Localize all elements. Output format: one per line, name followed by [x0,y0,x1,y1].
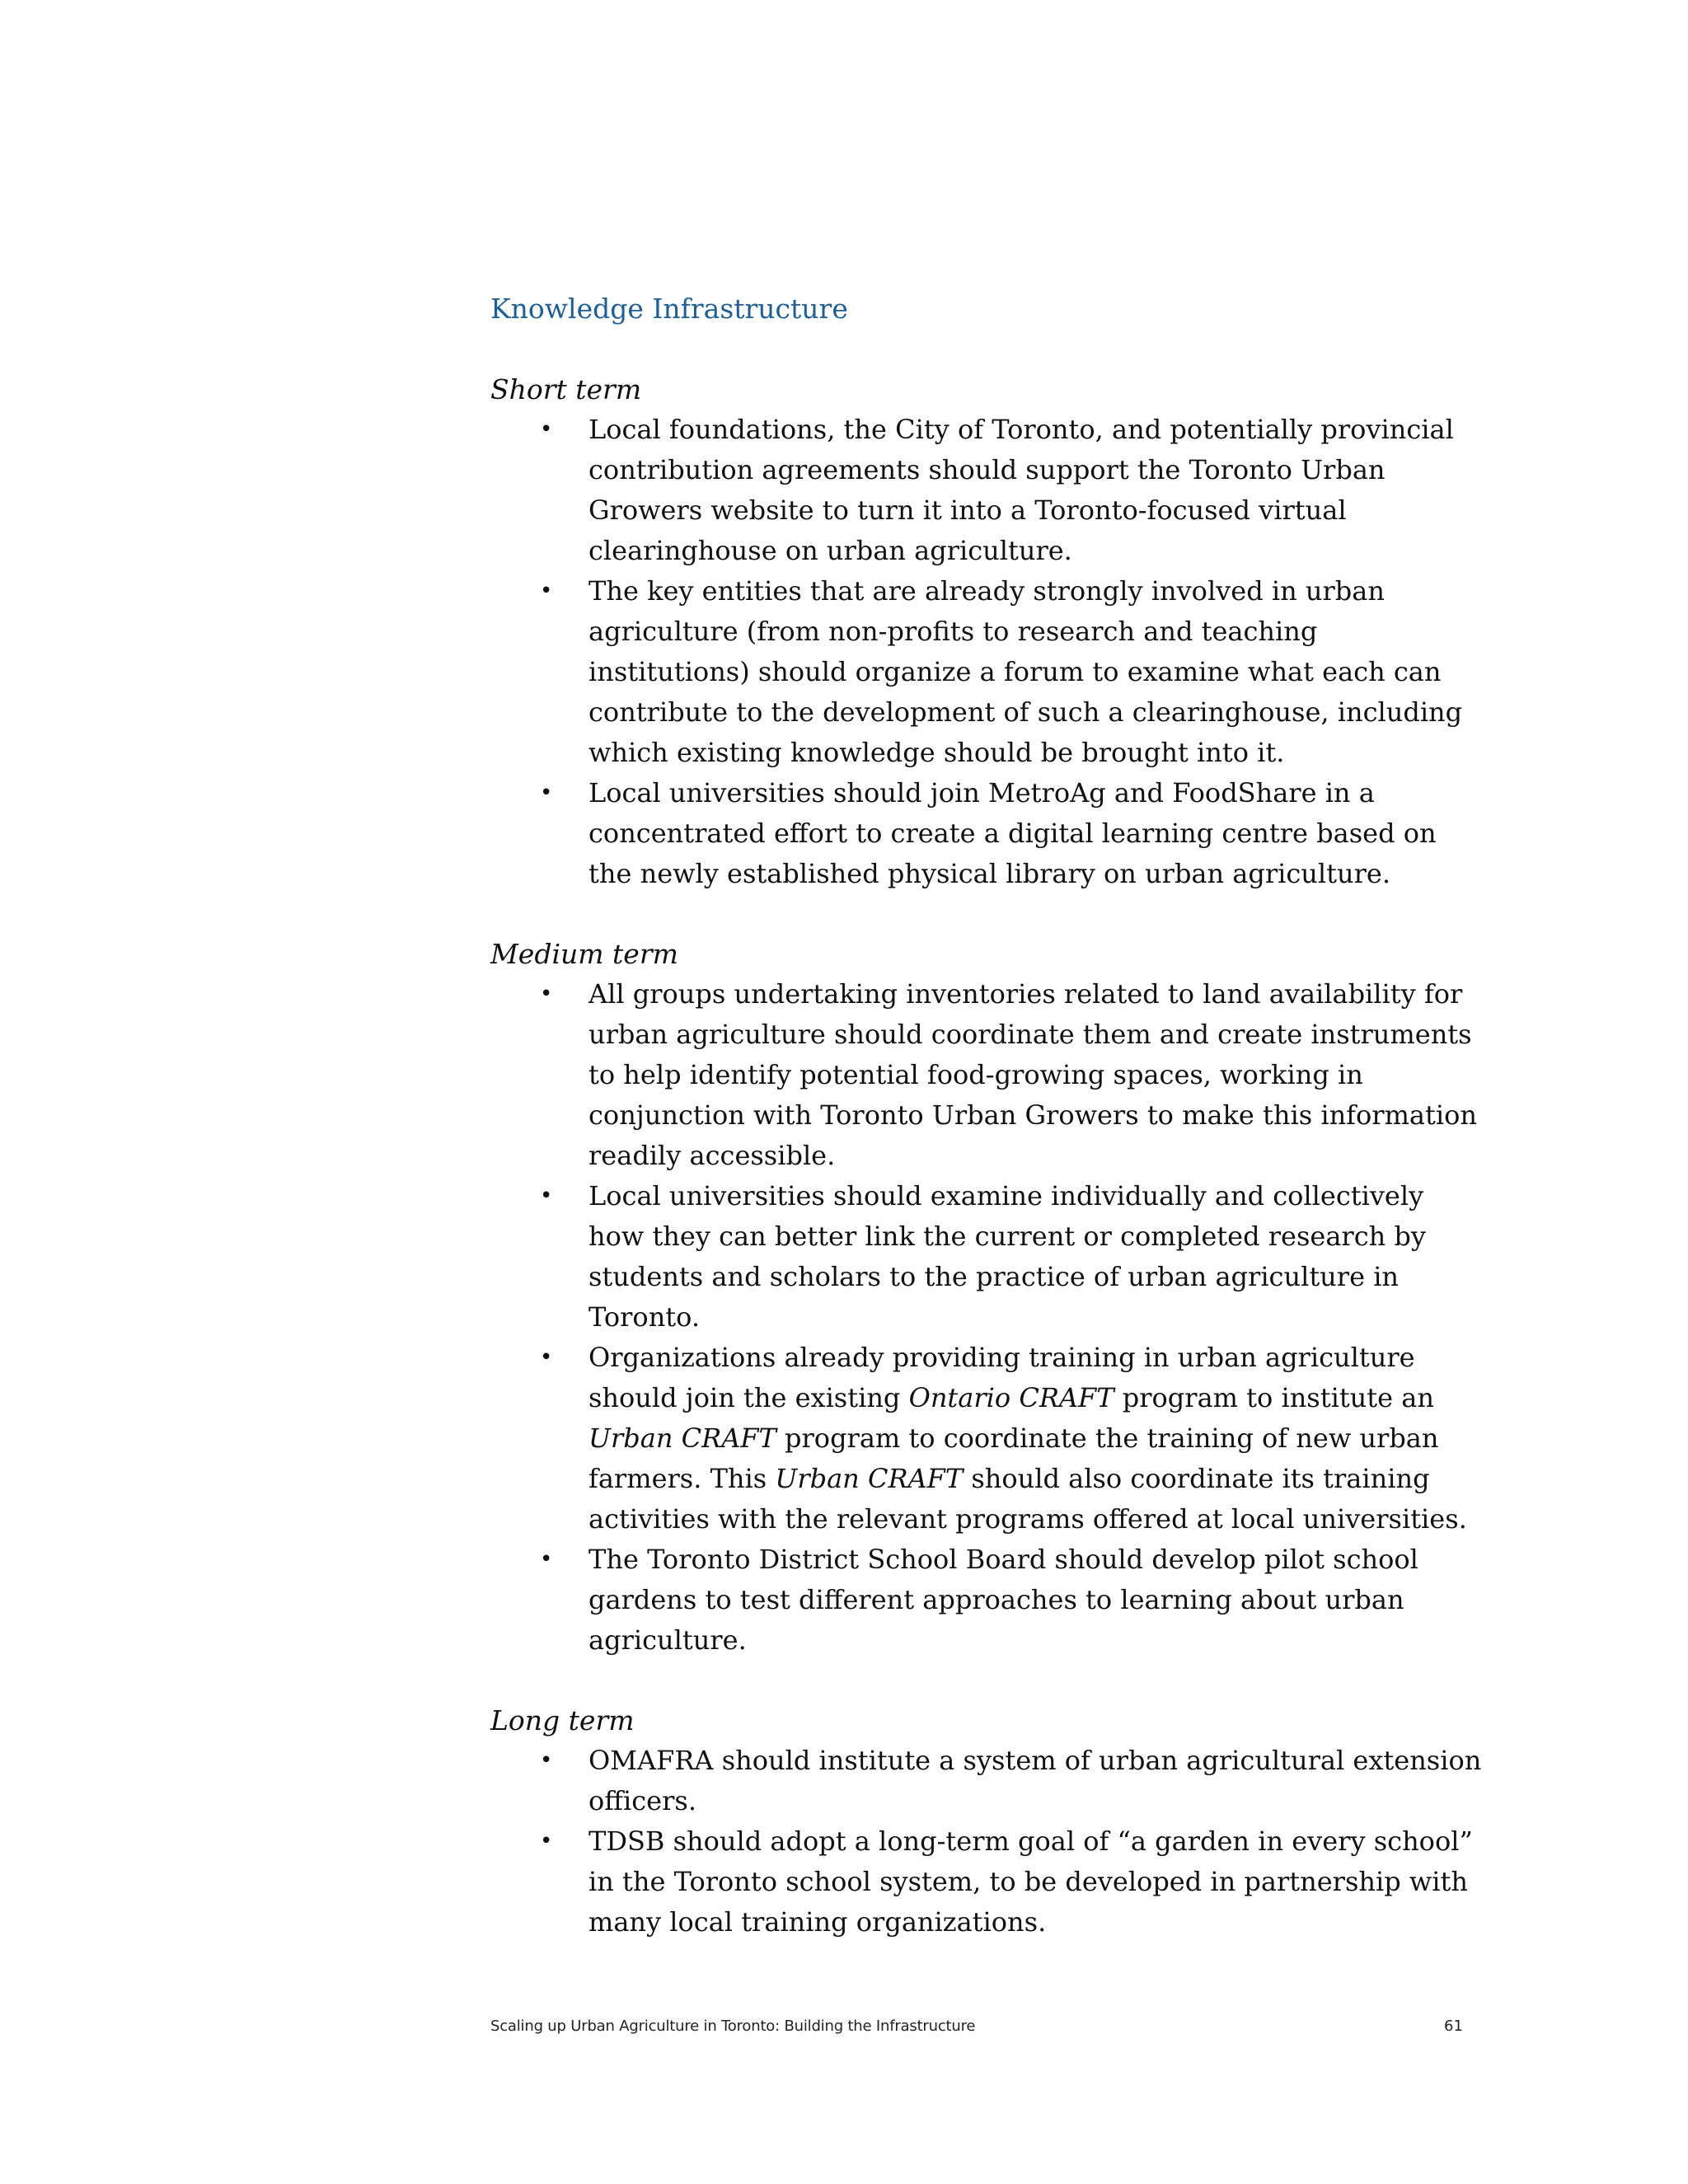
bullet-icon: • [540,1547,553,1572]
list-item: • TDSB should adopt a long-term goal of “a garden in every school” in the Toronto school system, to be developed in partnership with many local training organizations. [490,1821,1487,1943]
bullet-icon: • [540,1748,553,1773]
list-item: • The key entities that are already strongly involved in urban agriculture (from non-profits to research and teaching institutions) should organize a forum to examine what each can contribute to the development of such a clearinghouse, including which existing knowledge should be brought into it. [490,571,1487,773]
list-item: • OMAFRA should institute a system of urban agricultural extension officers. [490,1741,1487,1821]
list-item: • Local universities should join MetroAg and FoodShare in a concentrated effort to create a digital learning centre based on the newly established physical library on urban agriculture. [490,773,1487,894]
craft-bullet-text: Organizations already providing training in urban agriculture should join the existing Ontario CRAFT program to institute an Urban CRAFT program to coordinate the training of new urban farmers. This Urban CRAFT should also coordinate its training activities with the relevant programs offered at local universities. [588,1342,1467,1535]
short-term-list [490,410,1496,894]
list-item: • All groups undertaking inventories related to land availability for urban agriculture should coordinate them and create instruments to help identify potential food-growing spaces, working in conjunction with Toronto Urban Growers to make this information readily accessible. [490,974,1487,1176]
list-item: • The Toronto District School Board should develop pilot school gardens to test different approaches to learning about urban agriculture. [490,1540,1487,1661]
bullet-icon: • [540,982,553,1006]
list-item: • Local foundations, the City of Toronto, and potentially provincial contribution agreements should support the Toronto Urban Growers website to turn it into a Toronto-focused virtual clearinghouse on urban agriculture. [490,410,1487,571]
short-term-heading: Short term [490,373,642,405]
bullet-icon: • [540,579,553,603]
medium-term-list [490,974,1496,1661]
bullet-icon: • [540,417,553,442]
long-term-list [490,1741,1496,1943]
bullet-icon: • [540,780,553,805]
bullet-icon: • [540,1183,553,1208]
page-content [490,290,1496,1943]
list-item: • Local universities should examine individually and collectively how they can better link the current or completed research by students and scholars to the practice of urban agriculture in Toronto. [490,1176,1487,1338]
list-item [490,1338,1487,1540]
footer-title: Scaling up Urban Agriculture in Toronto: Building the Infrastructure [490,2018,976,2035]
page-number: 61 [1444,2018,1463,2035]
long-term-heading: Long term [490,1704,635,1736]
medium-term-heading: Medium term [490,938,678,970]
bullet-icon: • [540,1345,553,1370]
bullet-icon: • [540,1829,553,1854]
section-title: Knowledge Infrastructure [490,293,848,325]
